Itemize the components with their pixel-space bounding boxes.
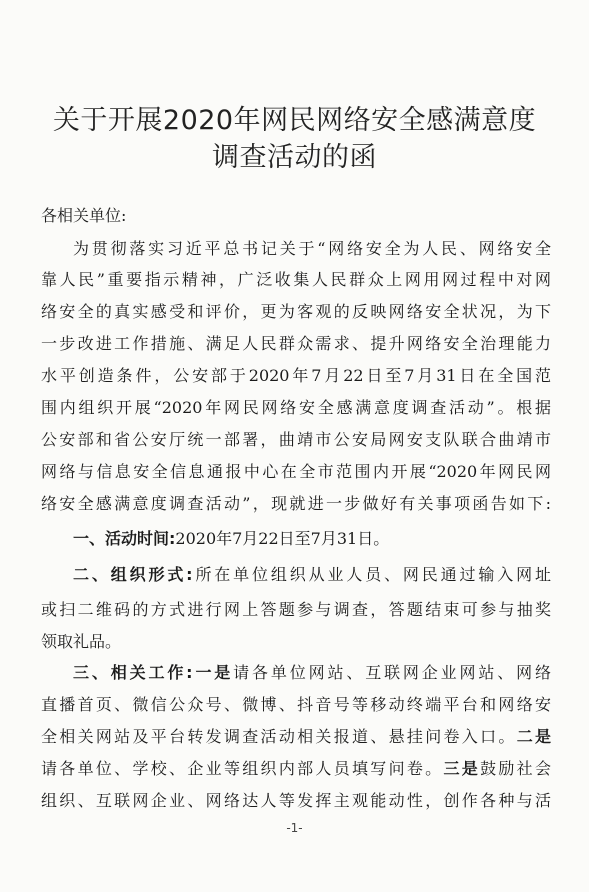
section-organization-form — [73, 563, 551, 587]
paragraph-line: 一步改进工作措施、满足人民群众需求、提升网络安全治理能力 — [41, 334, 551, 353]
page-number: -1- — [286, 821, 303, 835]
section-text: 全相关网站及平台转发调查活动相关报道、悬挂问卷入口。 — [41, 727, 517, 746]
paragraph-line: 或扫二维码的方式进行网上答题参与调查，答题结束可参与抽奖 — [41, 600, 551, 619]
paragraph-line: 络安全的真实感受和评价，更为客观的反映网络安全状况，为下 — [41, 302, 551, 321]
document-title-line-2: 调查活动的函 — [212, 142, 377, 173]
document-title-line-1: 关于开展2020年网民网络安全感满意度 — [52, 105, 537, 136]
section-heading: 三、相关工作: — [73, 663, 193, 682]
section-text: 请各单位网站、互联网企业网站、网络 — [233, 663, 551, 682]
paragraph-line: 围内组织开展“2020年网民网络安全感满意度调查活动”。根据 — [41, 398, 551, 417]
paragraph-line — [41, 757, 551, 781]
emphasis-text: 二是 — [516, 727, 551, 746]
paragraph-line — [41, 725, 551, 749]
section-heading: 二、组织形式: — [73, 565, 193, 584]
paragraph-line: 公安部和省公安厅统一部署，曲靖市公安局网安支队联合曲靖市 — [41, 430, 551, 449]
paragraph-line: 直播首页、微信公众号、微博、抖音号等移动终端平台和网络安 — [41, 695, 551, 714]
paragraph-line: 为贯彻落实习近平总书记关于“网络安全为人民、网络安全 — [73, 239, 551, 258]
paragraph-line: 络安全感满意度调查活动”，现就进一步做好有关事项函告如下: — [41, 494, 551, 513]
section-text: 鼓励社会 — [480, 759, 551, 778]
emphasis-text: 一是 — [192, 663, 234, 682]
section-activity-time — [73, 527, 551, 551]
paragraph-line: 靠人民”重要指示精神，广泛收集人民群众上网用网过程中对网 — [41, 270, 551, 289]
paragraph-line: 水平创造条件，公安部于2020年7月22日至7月31日在全国范 — [41, 366, 551, 385]
section-text: 2020年7月22日至7月31日。 — [175, 529, 390, 548]
paragraph-line: 组织、互联网企业、网络达人等发挥主观能动性，创作各种与活 — [41, 791, 551, 810]
section-related-work — [73, 661, 551, 685]
paragraph-line: 领取礼品。 — [41, 632, 122, 651]
paragraph-line: 网络与信息安全信息通报中心在全市范围内开展“2020年网民网 — [41, 462, 551, 481]
emphasis-text: 三是 — [443, 759, 481, 778]
section-text: 所在单位组织从业人员、网民通过输入网址 — [192, 565, 551, 584]
salutation: 各相关单位: — [41, 206, 127, 225]
section-heading: 一、活动时间: — [73, 529, 176, 548]
section-text: 请各单位、学校、企业等组织内部人员填写问卷。 — [41, 759, 444, 778]
